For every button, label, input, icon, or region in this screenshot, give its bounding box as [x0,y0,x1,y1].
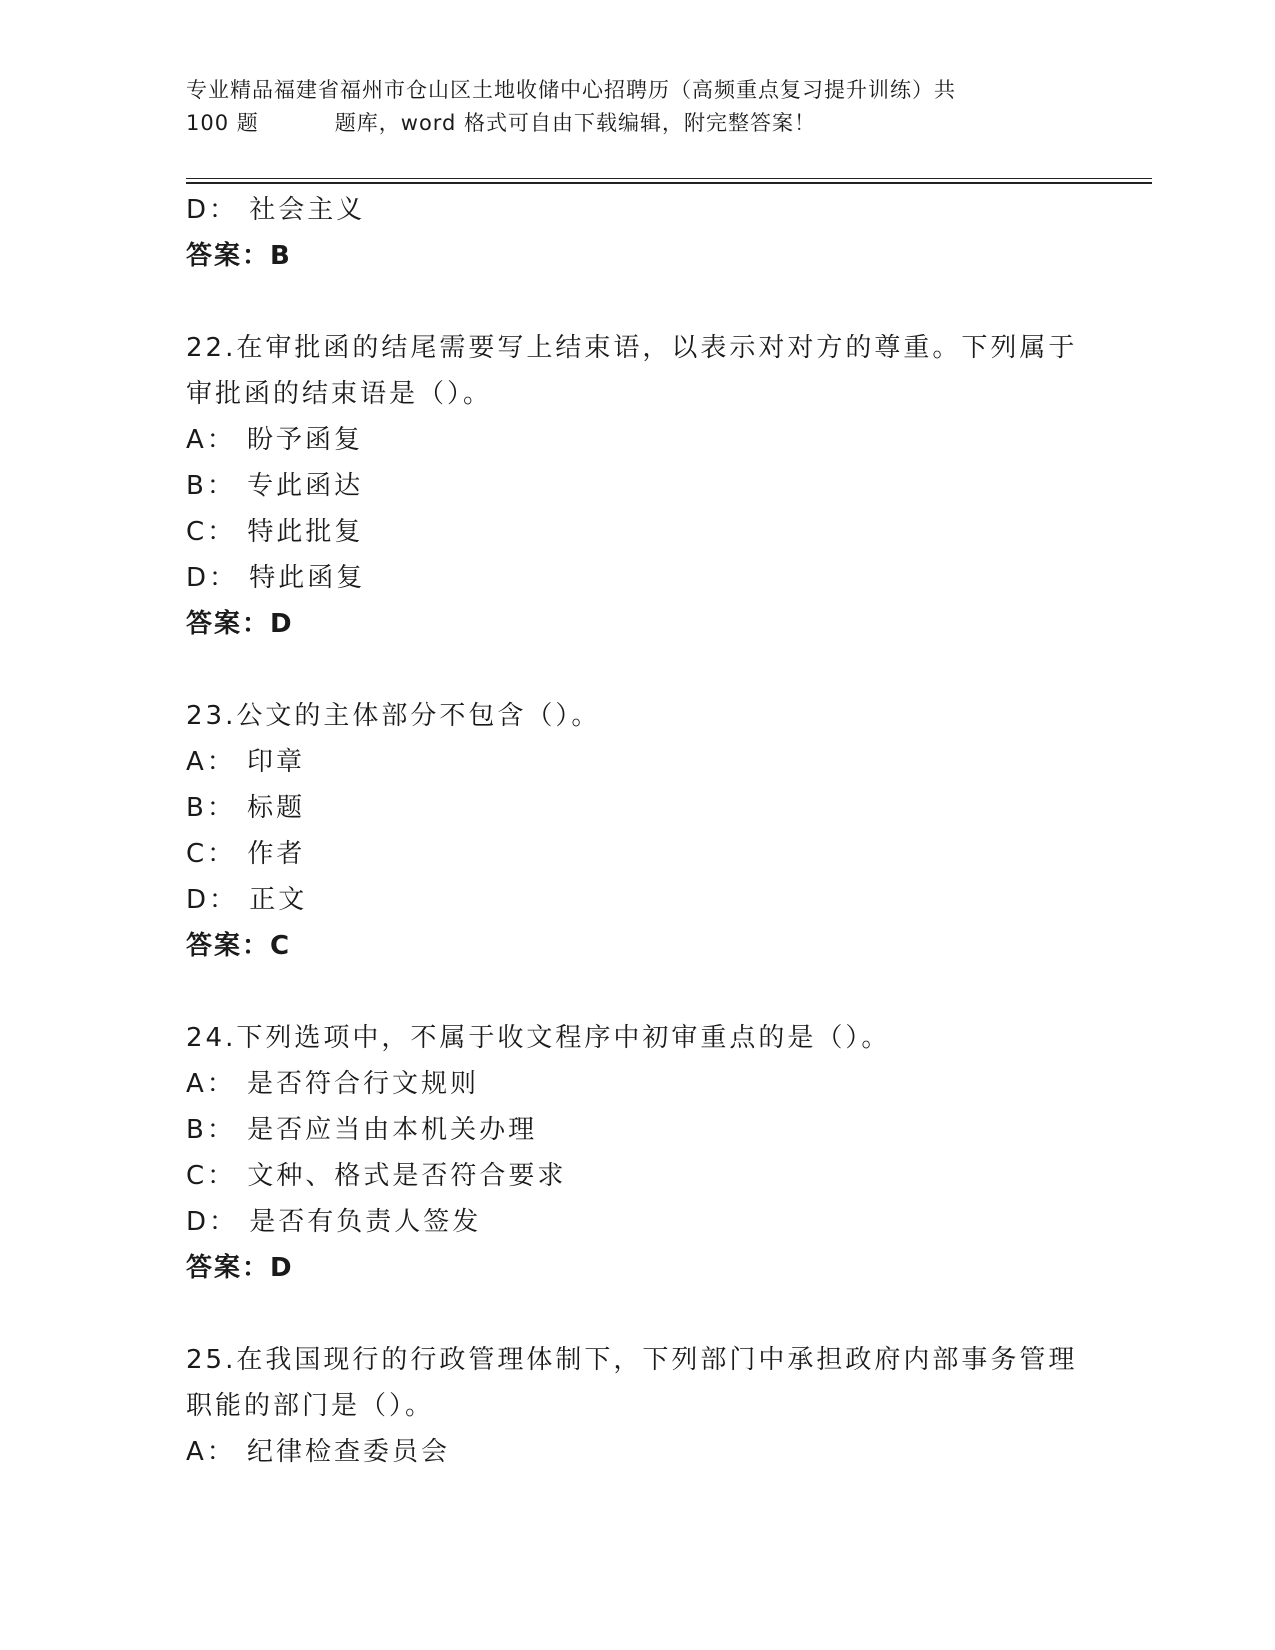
option-c: C： 文种、格式是否符合要求 [186,1161,567,1191]
option-a: A： 纪律检查委员会 [186,1437,451,1467]
option-a: A： 印章 [186,747,306,777]
prev-option-d: D： 社会主义 [186,195,366,225]
option-d: D： 是否有负责人签发 [186,1207,482,1237]
answer: 答案：C [186,931,292,961]
answer: 答案：D [186,609,294,639]
header-title-line2 [186,107,1086,140]
header-rule-thick [186,182,1152,184]
prev-answer: 答案：B [186,241,292,271]
option-b: B： 是否应当由本机关办理 [186,1115,538,1145]
question-text: 23.公文的主体部分不包含（）。 [186,701,601,731]
option-a: A： 是否符合行文规则 [186,1069,480,1099]
answer: 答案：D [186,1253,294,1283]
option-b: B： 标题 [186,793,306,823]
header-rule-thin [186,178,1152,179]
question-24 [186,1015,1152,1291]
option-a: A： 盼予函复 [186,425,364,455]
option-c: C： 作者 [186,839,306,869]
option-b: B： 专此函达 [186,471,364,501]
document-body [186,187,1152,1475]
question-22 [186,325,1152,647]
option-d: D： 正文 [186,885,308,915]
option-c: C： 特此批复 [186,517,364,547]
header-description: 题库，word 格式可自由下载编辑，附完整答案！ [334,111,817,135]
header-title-line1: 专业精品福建省福州市仓山区土地收储中心招聘历（高频重点复习提升训练）共 [186,78,956,102]
document-header [186,74,1086,140]
question-25 [186,1337,1152,1475]
question-text: 24.下列选项中，不属于收文程序中初审重点的是（）。 [186,1023,891,1053]
question-text: 22.在审批函的结尾需要写上结束语，以表示对对方的尊重。下列属于 [186,333,1078,363]
header-count: 100 题 [186,111,259,135]
option-d: D： 特此函复 [186,563,366,593]
question-23 [186,693,1152,969]
question-text: 25.在我国现行的行政管理体制下，下列部门中承担政府内部事务管理 [186,1345,1078,1375]
question-text-cont: 审批函的结束语是（）。 [186,379,493,409]
question-text-cont: 职能的部门是（）。 [186,1391,435,1421]
